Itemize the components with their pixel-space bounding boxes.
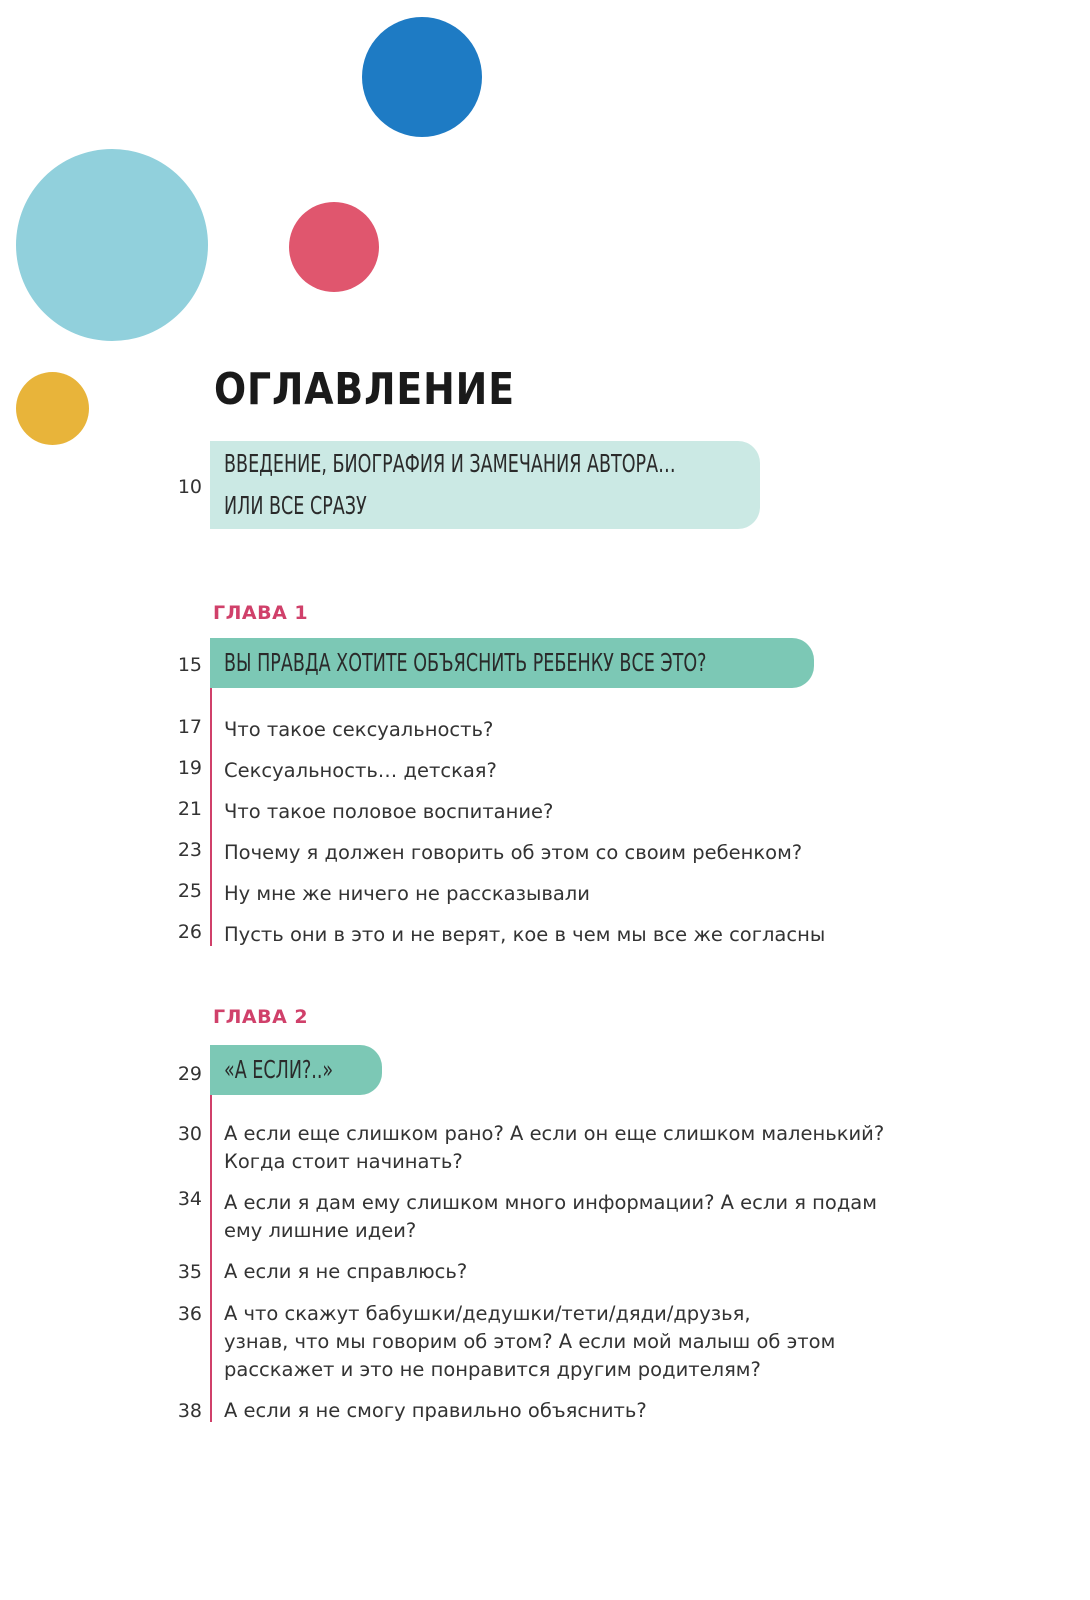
entry-page-number: 23 (177, 839, 202, 861)
entry-title-line: ему лишние идеи? (224, 1219, 417, 1242)
entry-page-number: 30 (177, 1123, 202, 1145)
entry-page-number: 25 (177, 880, 202, 902)
chapter-2-heading[interactable]: «А ЕСЛИ?..» (210, 1045, 382, 1095)
light-blue-circle-decoration (16, 149, 208, 341)
entry-title: А если я не справлюсь? (224, 1260, 468, 1283)
entry-title: А если я не смогу правильно объяснить? (224, 1399, 647, 1422)
chapter-1-heading[interactable]: ВЫ ПРАВДА ХОТИТЕ ОБЪЯСНИТЬ РЕБЕНКУ ВСЕ ЭТО? (210, 638, 814, 688)
entry-page-number: 35 (177, 1261, 202, 1283)
entry-page-number: 34 (177, 1188, 202, 1210)
intro-page-number: 10 (177, 476, 202, 498)
chapter-2-page-number: 29 (177, 1063, 202, 1085)
yellow-circle-decoration (16, 372, 89, 445)
entry-page-number: 19 (177, 757, 202, 779)
entry-title: Почему я должен говорить об этом со своим ребенком? (224, 841, 803, 864)
entry-page-number: 38 (177, 1400, 202, 1422)
entry-title: Ну мне же ничего не рассказывали (224, 882, 590, 905)
entry-title-line: расскажет и это не понравится другим родителям? (224, 1358, 761, 1381)
entry-title: Что такое половое воспитание? (224, 800, 554, 823)
entry-title-line: Когда стоит начинать? (224, 1150, 463, 1173)
red-circle-decoration (289, 202, 379, 292)
intro-heading[interactable] (210, 441, 760, 529)
blue-circle-decoration (362, 17, 482, 137)
chapter-1-page-number: 15 (177, 654, 202, 676)
entry-title (224, 1120, 964, 1176)
entry-title (224, 1189, 964, 1245)
intro-heading-line-2: ИЛИ ВСЕ СРАЗУ (224, 491, 367, 520)
entry-title-line: узнав, что мы говорим об этом? А если мой малыш об этом (224, 1330, 836, 1353)
chapter-2-divider-line (210, 1095, 212, 1422)
entry-title: Сексуальность… детская? (224, 759, 497, 782)
entry-page-number: 17 (177, 716, 202, 738)
entry-page-number: 21 (177, 798, 202, 820)
chapter-2-label: ГЛАВА 2 (213, 1006, 309, 1028)
entry-title: Что такое сексуальность? (224, 718, 494, 741)
entry-page-number: 36 (177, 1303, 202, 1325)
entry-title-line: А если я дам ему слишком много информации? А если я подам (224, 1191, 877, 1214)
intro-heading-line-1: ВВЕДЕНИЕ, БИОГРАФИЯ И ЗАМЕЧАНИЯ АВТОРА… (224, 449, 676, 478)
entry-title: Пусть они в это и не верят, кое в чем мы все же согласны (224, 923, 826, 946)
entry-title (224, 1300, 964, 1384)
chapter-1-label: ГЛАВА 1 (213, 602, 309, 624)
entry-title-line: А если еще слишком рано? А если он еще слишком маленький? (224, 1122, 885, 1145)
chapter-1-divider-line (210, 688, 212, 946)
entry-title-line: А что скажут бабушки/дедушки/тети/дяди/друзья, (224, 1302, 751, 1325)
page-title: ОГЛАВЛЕНИЕ (214, 364, 515, 415)
entry-page-number: 26 (177, 921, 202, 943)
